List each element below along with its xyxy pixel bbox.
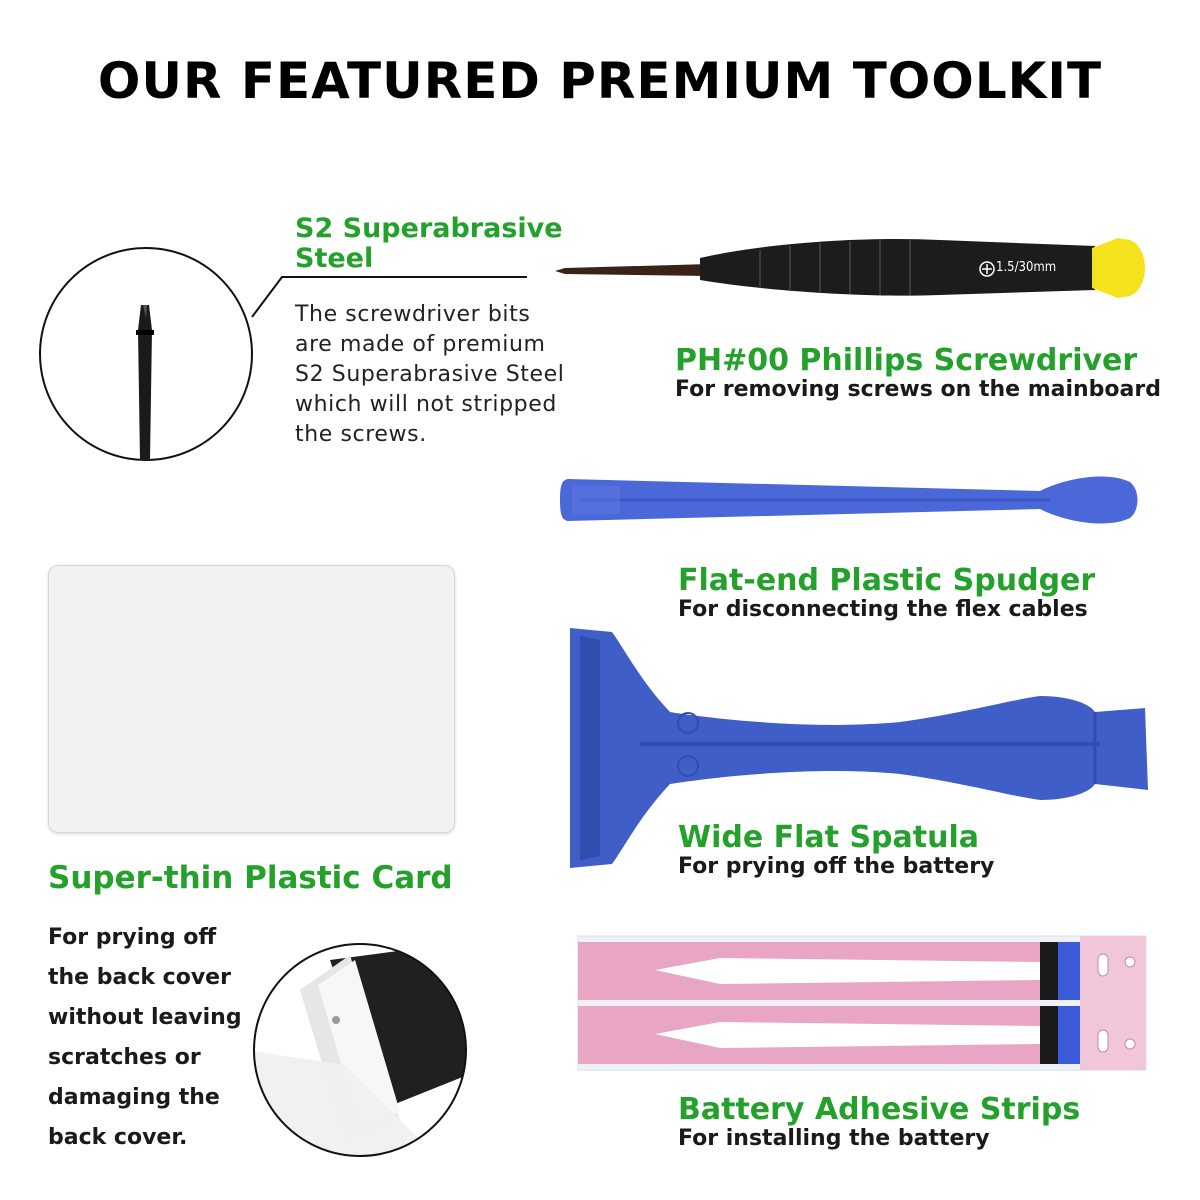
steel-desc-line: are made of premium [295, 332, 546, 357]
screwdriver-description: For removing screws on the mainboard [675, 377, 1161, 402]
screwdriver-name: PH#00 Phillips Screwdriver [675, 343, 1138, 378]
strips-name: Battery Adhesive Strips [678, 1092, 1081, 1127]
spudger-name: Flat-end Plastic Spudger [678, 563, 1096, 598]
spudger-description: For disconnecting the flex cables [678, 597, 1088, 622]
card-desc-line: without leaving [48, 1005, 242, 1030]
card-desc-line: the back cover [48, 965, 231, 990]
steel-desc-line: The screwdriver bits [295, 302, 531, 327]
page-title: OUR FEATURED PREMIUM TOOLKIT [97, 52, 1103, 110]
card-desc-line: back cover. [48, 1125, 188, 1150]
card-desc-line: scratches or [48, 1045, 201, 1070]
strips-description: For installing the battery [678, 1126, 990, 1151]
card-name: Super-thin Plastic Card [48, 860, 453, 896]
steel-desc-line: the screws. [295, 422, 427, 447]
screwdriver-marking: 1.5/30mm [996, 260, 1057, 275]
steel-desc-line: which will not stripped [295, 392, 557, 417]
steel-title-line2: Steel [295, 243, 374, 274]
card-desc-line: damaging the [48, 1085, 220, 1110]
spatula-description: For prying off the battery [678, 854, 995, 879]
steel-desc-line: S2 Superabrasive Steel [295, 362, 565, 387]
card-desc-line: For prying off [48, 925, 217, 950]
steel-title-line1: S2 Superabrasive [295, 213, 563, 244]
spatula-name: Wide Flat Spatula [678, 820, 979, 855]
